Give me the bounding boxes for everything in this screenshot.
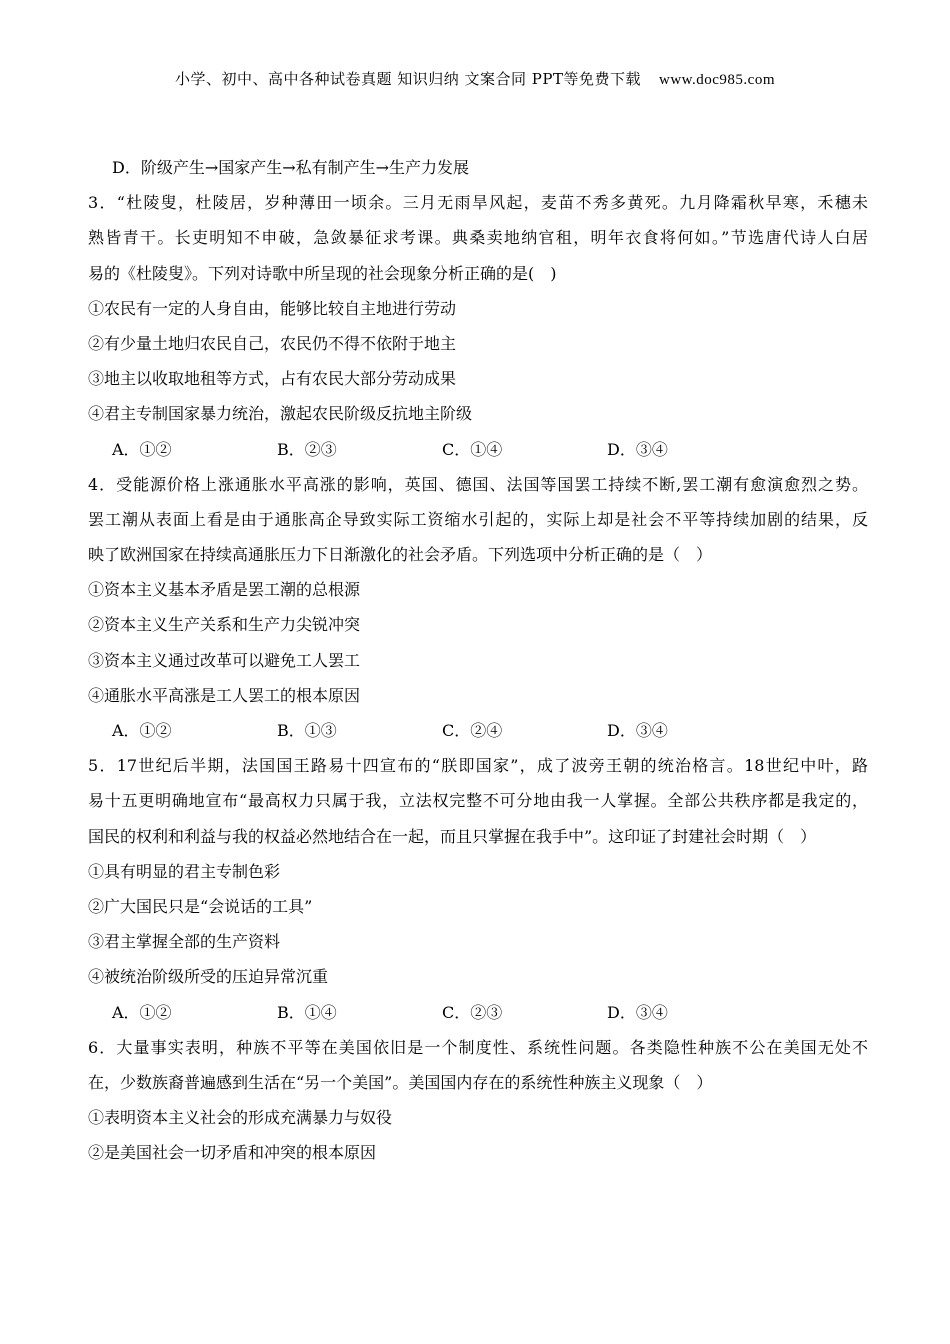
q3-option-a: A．①②: [112, 439, 172, 459]
prev-option-d: D．阶级产生→国家产生→私有制产生→生产力发展: [112, 158, 470, 177]
q5-line-1: 5．17世纪后半期，法国国王路易十四宣布的“朕即国家”，成了波旁王朝的统治格言。18世纪中叶，路: [88, 756, 868, 776]
q5-option-b: B．①④: [277, 1002, 337, 1022]
q3-statement-3: ③地主以收取地租等方式，占有农民大部分劳动成果: [88, 369, 457, 389]
q5-options: [88, 995, 868, 1030]
q3-line-1: 3．“杜陵叟，杜陵居，岁种薄田一顷余。三月无雨旱风起，麦苗不秀多黄死。九月降霜秋早寒，禾穗未: [88, 193, 868, 213]
q5-line-3: 国民的权利和利益与我的权益必然地结合在一起，而且只掌握在我手中”。这印证了封建社会时期（ ）: [88, 826, 817, 846]
q3-statement-1: ①农民有一定的人身自由，能够比较自主地进行劳动: [88, 298, 457, 318]
q3-statement-4: ④君主专制国家暴力统治，激起农民阶级反抗地主阶级: [88, 404, 473, 424]
q3-line-2: 熟皆青干。长吏明知不申破，急敛暴征求考课。典桑卖地纳官租，明年衣食将何如。”节选唐代诗人白居: [88, 228, 868, 248]
q3-option-b: B．②③: [277, 439, 337, 459]
q5-line-2: 易十五更明确地宣布“最高权力只属于我，立法权完整不可分地由我一人掌握。全部公共秩序都是我定的，: [88, 791, 868, 811]
q5-statement-4: ④被统治阶级所受的压迫异常沉重: [88, 967, 329, 987]
q5-statement-3: ③君主掌握全部的生产资料: [88, 932, 281, 952]
q5-option-a: A．①②: [112, 1002, 172, 1022]
q3-option-c: C．①④: [442, 439, 503, 459]
q4-statement-3: ③资本主义通过改革可以避免工人罢工: [88, 650, 361, 670]
header-site: www.doc985.com: [658, 72, 775, 88]
q3-options: [88, 432, 868, 467]
question-3: [88, 185, 868, 467]
q6-statement-1: ①表明资本主义社会的形成充满暴力与奴役: [88, 1108, 393, 1128]
question-6: [88, 1030, 868, 1171]
q5-option-c: C．②③: [442, 1002, 503, 1022]
q5-statement-2: ②广大国民只是“会说话的工具”: [88, 896, 313, 916]
q4-line-3: 映了欧洲国家在持续高通胀压力下日渐激化的社会矛盾。下列选项中分析正确的是（ ）: [88, 545, 713, 565]
header-text: 小学、初中、高中各种试卷真题 知识归纳 文案合同 PPT等免费下载: [174, 70, 641, 88]
page-header: [0, 68, 950, 89]
q6-statement-2: ②是美国社会一切矛盾和冲突的根本原因: [88, 1143, 377, 1163]
q3-option-d: D．③④: [607, 439, 668, 459]
q5-option-d: D．③④: [607, 1002, 668, 1022]
q5-statement-1: ①具有明显的君主专制色彩: [88, 861, 281, 881]
q4-statement-4: ④通胀水平高涨是工人罢工的根本原因: [88, 685, 361, 705]
q4-line-2: 罢工潮从表面上看是由于通胀高企导致实际工资缩水引起的，实际上却是社会不平等持续加剧的结果，反: [88, 509, 868, 529]
q4-options: [88, 713, 868, 748]
document-body: [88, 150, 868, 1170]
q3-statement-2: ②有少量土地归农民自己，农民仍不得不依附于地主: [88, 333, 457, 353]
q4-line-1: 4．受能源价格上涨通胀水平高涨的影响，英国、德国、法国等国罢工持续不断,罢工潮有愈演愈烈之势。: [88, 474, 868, 494]
q3-line-3: 易的《杜陵叟》。下列对诗歌中所呈现的社会现象分析正确的是( ): [88, 263, 557, 283]
q4-statement-2: ②资本主义生产关系和生产力尖锐冲突: [88, 615, 361, 635]
q4-option-b: B．①③: [277, 721, 337, 740]
q6-line-2: 在，少数族裔普遍感到生活在“另一个美国”。美国国内存在的系统性种族主义现象（ ）: [88, 1072, 713, 1092]
q4-option-d: D．③④: [607, 721, 668, 740]
q4-option-a: A．①②: [112, 721, 172, 740]
q4-option-c: C．②④: [442, 721, 503, 740]
question-5: [88, 748, 868, 1030]
q6-line-1: 6．大量事实表明，种族不平等在美国依旧是一个制度性、系统性问题。各类隐性种族不公在美国无处不: [88, 1037, 868, 1057]
question-4: [88, 467, 868, 749]
q4-statement-1: ①资本主义基本矛盾是罢工潮的总根源: [88, 580, 361, 600]
